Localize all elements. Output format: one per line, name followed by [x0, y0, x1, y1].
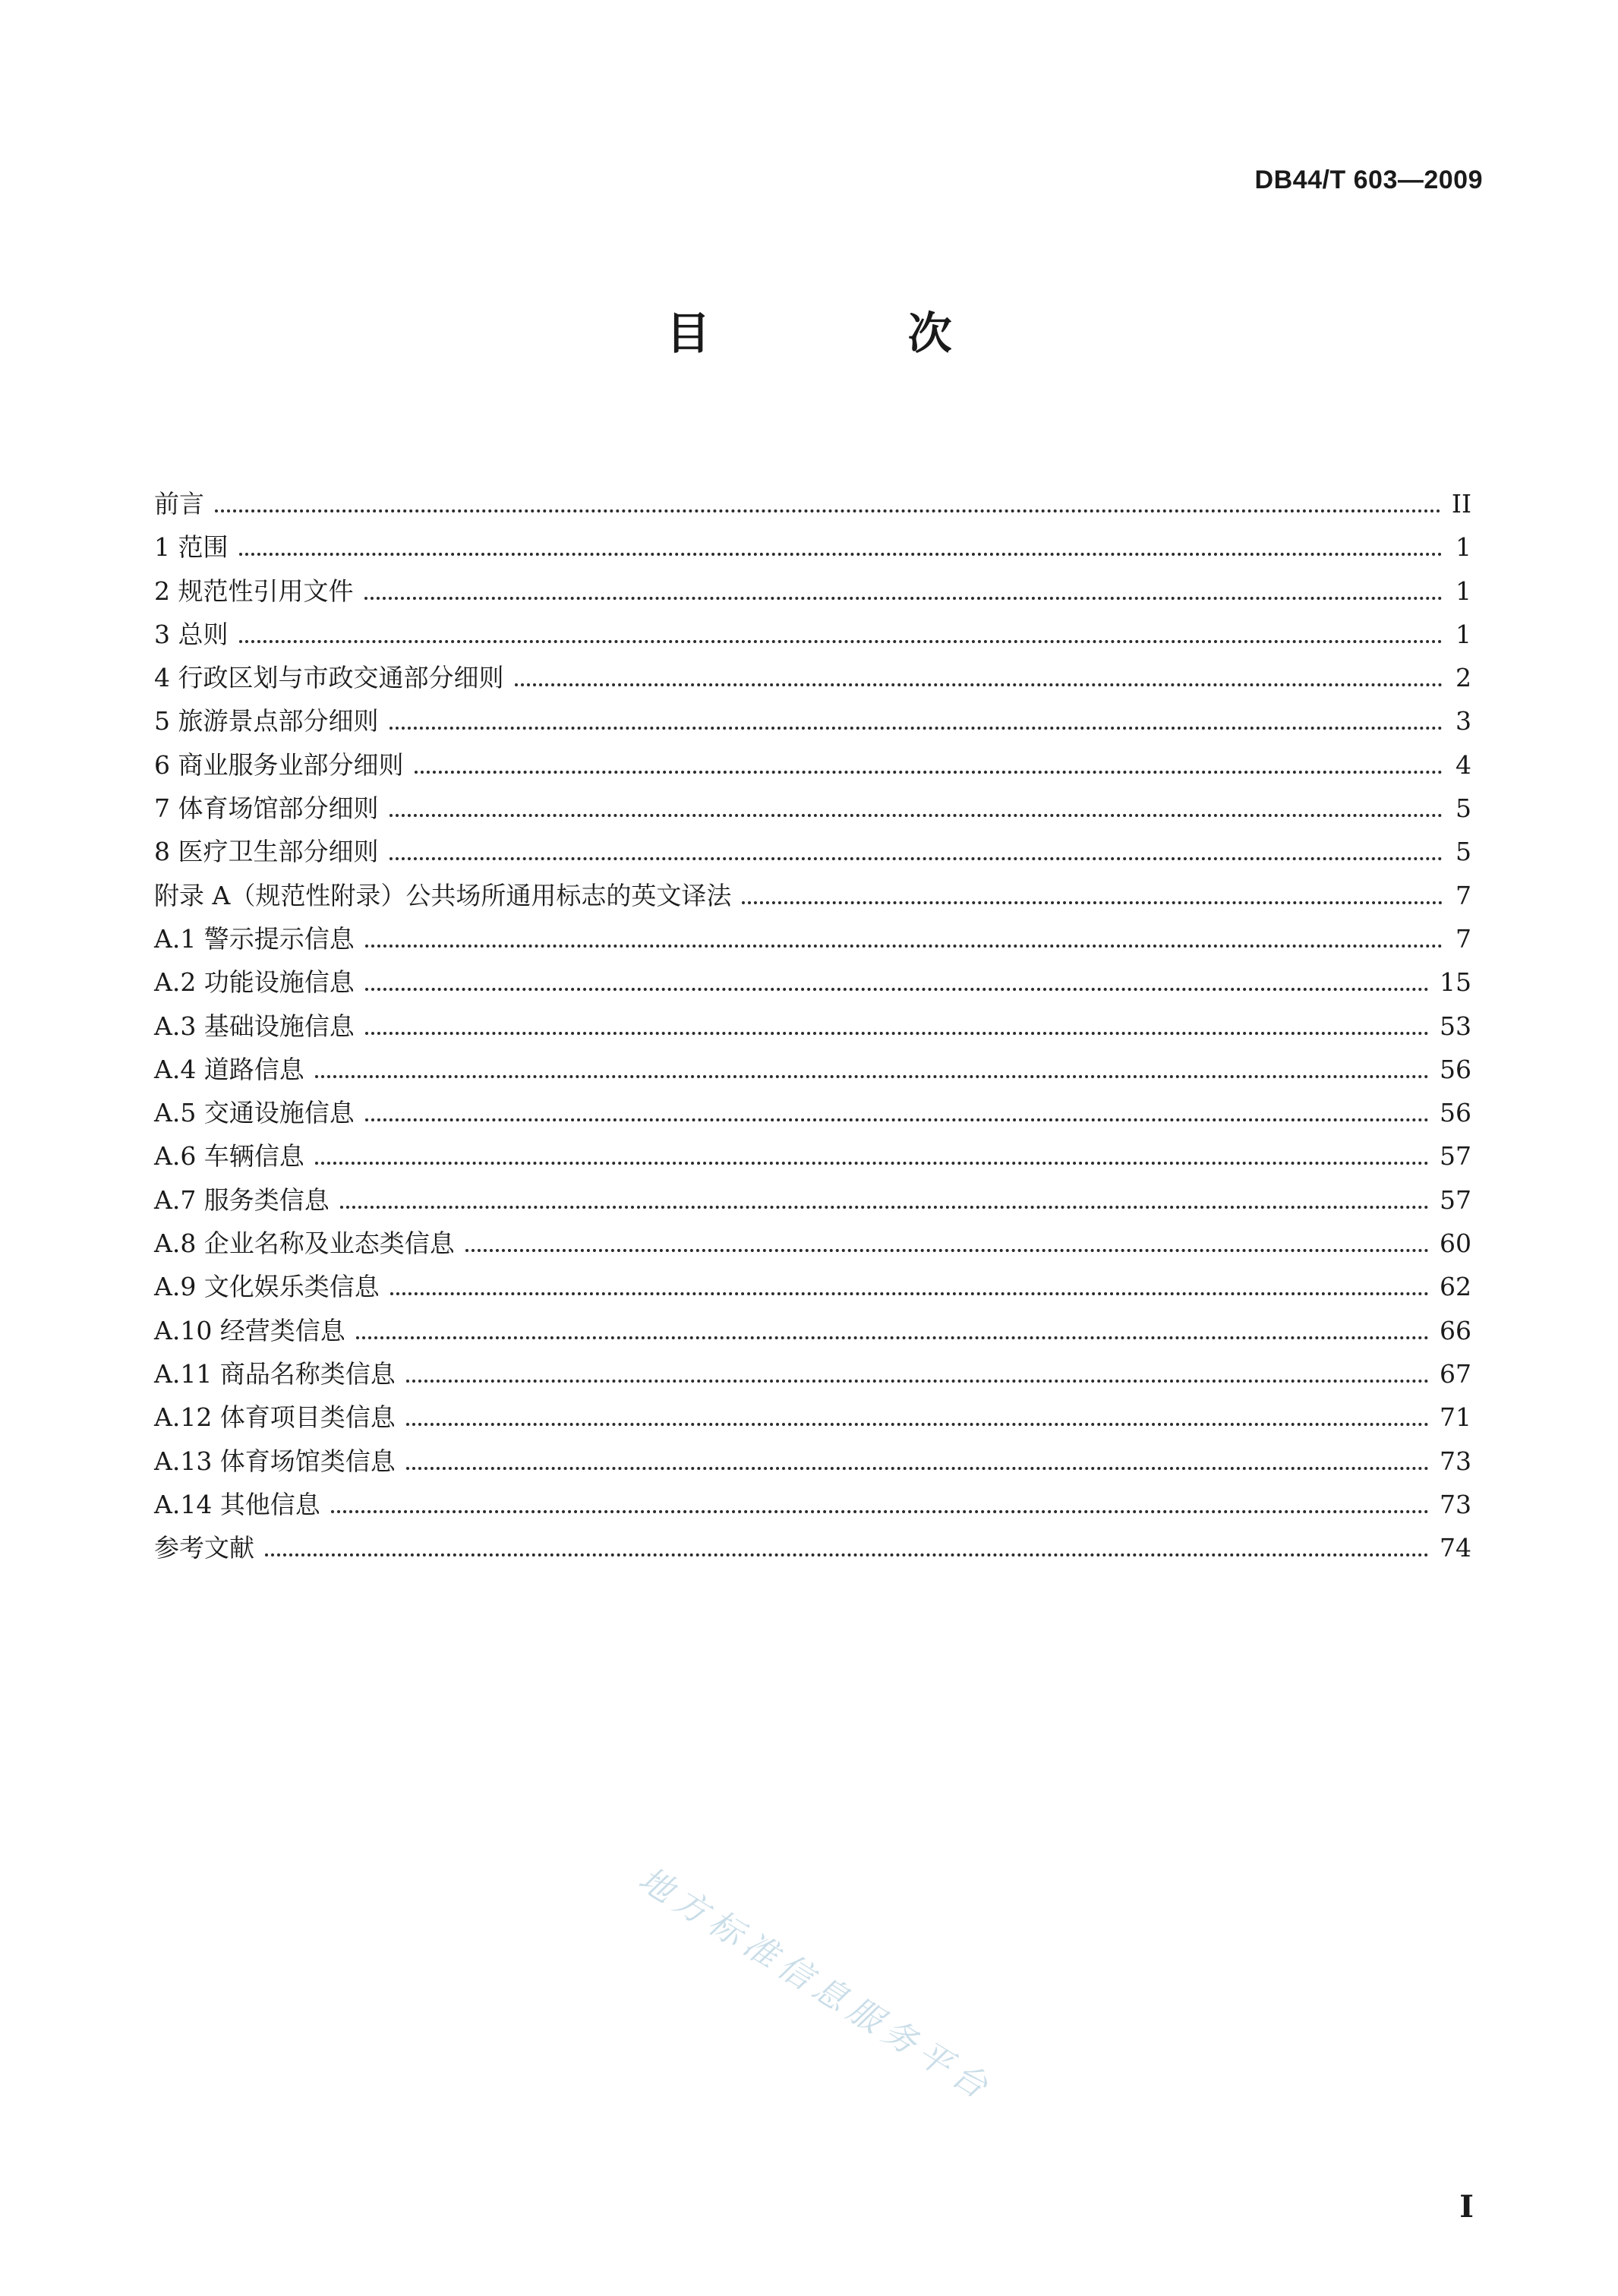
- dot-leader: [390, 1292, 1429, 1295]
- toc-entry-label: A.9 文化娱乐类信息: [154, 1272, 380, 1302]
- toc-entry-page: 62: [1440, 1272, 1471, 1302]
- toc-entry-general[interactable]: [154, 613, 1471, 656]
- dot-leader: [364, 597, 1443, 600]
- toc-entry-page: 1: [1456, 619, 1471, 649]
- toc-entry-a1[interactable]: [154, 917, 1471, 960]
- dot-leader: [390, 814, 1443, 817]
- toc-entry-a11[interactable]: [154, 1352, 1471, 1396]
- dot-leader: [390, 857, 1443, 860]
- toc-entry-label: 8 医疗卫生部分细则: [154, 837, 379, 867]
- toc-entry-page: 1: [1456, 532, 1471, 563]
- toc-entry-page: 71: [1440, 1402, 1471, 1433]
- table-of-contents: [154, 482, 1471, 1569]
- dot-leader: [406, 1467, 1429, 1470]
- toc-entry-bibliography[interactable]: [154, 1526, 1471, 1569]
- toc-entry-section-7[interactable]: [154, 787, 1471, 830]
- toc-entry-label: A.10 经营类信息: [154, 1315, 345, 1345]
- toc-entry-page: 3: [1456, 706, 1471, 736]
- dot-leader: [331, 1510, 1429, 1513]
- toc-entry-a6[interactable]: [154, 1134, 1471, 1178]
- toc-entry-scope[interactable]: [154, 525, 1471, 569]
- dot-leader: [365, 1118, 1429, 1121]
- page-title: 目 次: [666, 308, 1043, 359]
- toc-entry-section-4[interactable]: [154, 656, 1471, 699]
- toc-entry-page: 73: [1440, 1446, 1471, 1476]
- toc-entry-a8[interactable]: [154, 1222, 1471, 1265]
- toc-entry-page: 67: [1440, 1358, 1471, 1389]
- dot-leader: [365, 988, 1429, 991]
- toc-entry-label: A.12 体育项目类信息: [154, 1402, 396, 1433]
- toc-entry-label: A.13 体育场馆类信息: [154, 1446, 396, 1476]
- toc-entry-section-6[interactable]: [154, 743, 1471, 787]
- toc-entry-label: A.7 服务类信息: [154, 1184, 330, 1215]
- toc-entry-page: 5: [1456, 793, 1471, 824]
- toc-entry-page: 1: [1456, 576, 1471, 606]
- dot-leader: [742, 901, 1443, 904]
- page-number: I: [1459, 2189, 1474, 2225]
- toc-entry-section-8[interactable]: [154, 830, 1471, 873]
- dot-leader: [406, 1423, 1429, 1426]
- dot-leader: [215, 509, 1441, 512]
- dot-leader: [515, 683, 1443, 686]
- toc-entry-label: A.11 商品名称类信息: [154, 1358, 396, 1389]
- toc-entry-label: 附录 A（规范性附录）公共场所通用标志的英文译法: [154, 880, 732, 910]
- toc-entry-page: 15: [1440, 967, 1471, 998]
- dot-leader: [465, 1249, 1429, 1252]
- toc-entry-page: 5: [1456, 837, 1471, 867]
- dot-leader: [239, 640, 1443, 643]
- toc-entry-page: 56: [1440, 1098, 1471, 1128]
- toc-entry-label: 3 总则: [154, 619, 229, 649]
- toc-entry-label: A.8 企业名称及业态类信息: [154, 1228, 455, 1259]
- toc-entry-appendix-a[interactable]: [154, 874, 1471, 917]
- toc-entry-page: 60: [1440, 1228, 1471, 1259]
- toc-entry-label: A.2 功能设施信息: [154, 967, 355, 998]
- toc-entry-page: 74: [1440, 1533, 1471, 1563]
- toc-entry-page: 57: [1440, 1141, 1471, 1172]
- toc-entry-page: 7: [1456, 923, 1471, 954]
- toc-entry-label: A.1 警示提示信息: [154, 923, 355, 954]
- toc-entry-page: 7: [1456, 880, 1471, 910]
- toc-entry-label: 7 体育场馆部分细则: [154, 793, 379, 824]
- dot-leader: [315, 1162, 1429, 1165]
- dot-leader: [390, 727, 1443, 730]
- toc-entry-label: 前言: [154, 489, 204, 519]
- toc-entry-label: A.4 道路信息: [154, 1054, 304, 1084]
- dot-leader: [356, 1336, 1429, 1339]
- toc-entry-a13[interactable]: [154, 1440, 1471, 1483]
- toc-entry-label: A.5 交通设施信息: [154, 1098, 355, 1128]
- dot-leader: [315, 1075, 1429, 1078]
- document-code: DB44/T 603—2009: [1254, 166, 1483, 194]
- toc-entry-normative-references[interactable]: [154, 569, 1471, 613]
- toc-entry-label: 1 范围: [154, 532, 229, 563]
- dot-leader: [415, 771, 1443, 774]
- dot-leader: [239, 553, 1443, 556]
- toc-entry-a10[interactable]: [154, 1309, 1471, 1352]
- toc-entry-foreword[interactable]: [154, 482, 1471, 525]
- toc-entry-label: A.3 基础设施信息: [154, 1011, 355, 1041]
- toc-entry-page: 57: [1440, 1184, 1471, 1215]
- toc-entry-section-5[interactable]: [154, 699, 1471, 743]
- toc-entry-a14[interactable]: [154, 1483, 1471, 1526]
- toc-entry-label: 2 规范性引用文件: [154, 576, 354, 606]
- toc-entry-a7[interactable]: [154, 1178, 1471, 1222]
- toc-entry-label: A.6 车辆信息: [154, 1141, 304, 1172]
- toc-entry-label: 参考文献: [154, 1533, 254, 1563]
- toc-entry-a12[interactable]: [154, 1396, 1471, 1439]
- toc-entry-page: 53: [1440, 1011, 1471, 1041]
- dot-leader: [406, 1380, 1429, 1383]
- toc-entry-a4[interactable]: [154, 1048, 1471, 1091]
- toc-entry-a5[interactable]: [154, 1091, 1471, 1134]
- toc-entry-label: 4 行政区划与市政交通部分细则: [154, 663, 504, 693]
- toc-entry-page: 73: [1440, 1489, 1471, 1519]
- toc-entry-a3[interactable]: [154, 1004, 1471, 1048]
- toc-entry-label: 6 商业服务业部分细则: [154, 749, 404, 780]
- toc-entry-page: 66: [1440, 1315, 1471, 1345]
- watermark: 地方标准信息服务平台: [632, 1859, 1001, 2110]
- toc-entry-a2[interactable]: [154, 960, 1471, 1004]
- toc-entry-page: II: [1451, 489, 1471, 519]
- toc-entry-label: A.14 其他信息: [154, 1489, 320, 1519]
- dot-leader: [365, 945, 1443, 948]
- toc-entry-page: 4: [1456, 749, 1471, 780]
- dot-leader: [265, 1553, 1429, 1556]
- toc-entry-page: 2: [1456, 663, 1471, 693]
- dot-leader: [365, 1032, 1429, 1035]
- toc-entry-a9[interactable]: [154, 1265, 1471, 1308]
- toc-entry-label: 5 旅游景点部分细则: [154, 706, 379, 736]
- dot-leader: [340, 1206, 1429, 1209]
- toc-entry-page: 56: [1440, 1054, 1471, 1084]
